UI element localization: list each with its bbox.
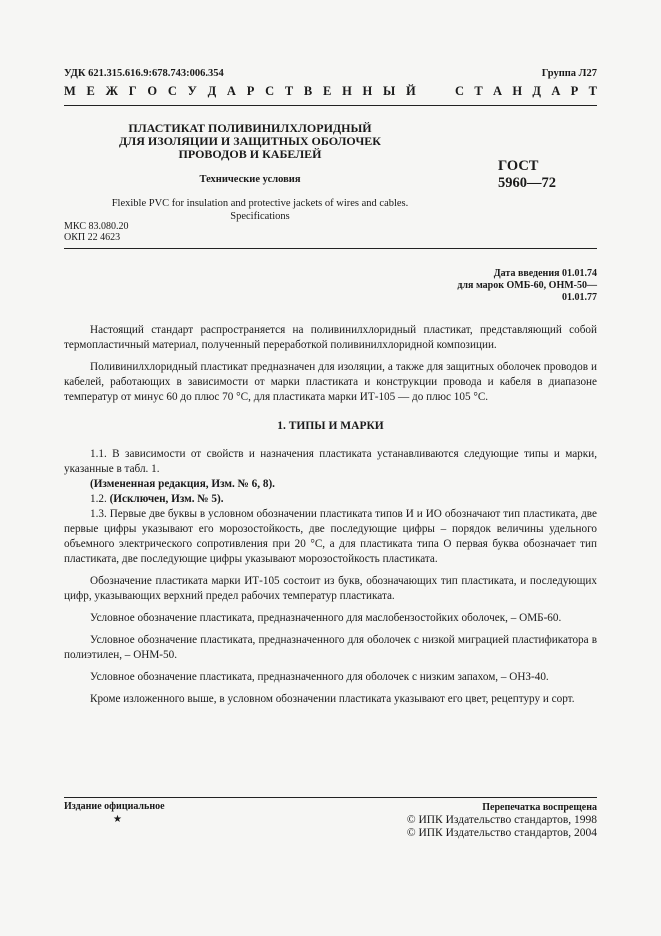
- banner-word-standard: С Т А Н Д А Р Т: [455, 84, 597, 98]
- document-subtitle: Технические условия: [199, 174, 301, 185]
- group-code: Группа Л27: [541, 68, 597, 79]
- star-icon: ★: [113, 814, 122, 825]
- official-edition: Издание официальное: [64, 801, 165, 812]
- udk-code: УДК 621.315.616.9:678.743:006.354: [64, 68, 224, 79]
- paragraph-1-2: 1.2. (Исключен, Изм. № 5).: [90, 493, 224, 505]
- copyright-block: Перепечатка воспрещена © ИПК Издательство стандартов, 1998 © ИПК Издательство стандартов, 2004: [406, 802, 597, 839]
- amendment-note: (Измененная редакция, Изм. № 6, 8).: [90, 478, 275, 490]
- gost-designation: ГОСТ 5960—72: [498, 158, 556, 191]
- section-heading: 1. ТИПЫ И МАРКИ: [277, 420, 384, 432]
- paragraph-onm50: Условное обозначение пластиката, предназначенного для оболочек с низкой миграцией пластификатора в полиэтилен, – ОНМ-50.: [64, 634, 597, 661]
- footer-divider: [64, 797, 597, 798]
- header-divider: [64, 248, 597, 249]
- paragraph-onz40: Условное обозначение пластиката, предназначенного для оболочек с низким запахом, – ОНЗ-40.: [90, 671, 549, 683]
- paragraph-omb60: Условное обозначение пластиката, предназначенного для маслобензостойких оболочек, – ОМБ-60.: [90, 612, 562, 624]
- banner-word-interstate: М Е Ж Г О С У Д А Р С Т В Е Н Н Ы Й: [64, 84, 416, 98]
- interstate-standard-banner: [64, 84, 597, 106]
- paragraph-scope: Настоящий стандарт распространяется на поливинилхлоридный пластикат, представляющий собой термопластичный материал, полученный переработкой поливинилхлоридной композиции.: [64, 324, 597, 351]
- classification-codes: МКС 83.080.20 ОКП 22 4623: [64, 221, 129, 243]
- document-body: [64, 323, 597, 714]
- paragraph-1-1: 1.1. В зависимости от свойств и назначения пластиката устанавливаются следующие типы и марки, указанные в табл. 1.: [64, 448, 597, 475]
- english-title: Flexible PVC for insulation and protective jackets of wires and cables. Specifications: [111, 198, 409, 222]
- paragraph-it105: Обозначение пластиката марки ИТ-105 состоит из букв, обозначающих тип пластиката, и последующих цифр, указывающих верхний предел рабочих температур пластиката.: [64, 575, 597, 602]
- document-title: ПЛАСТИКАТ ПОЛИВИНИЛХЛОРИДНЫЙ ДЛЯ ИЗОЛЯЦИИ И ЗАЩИТНЫХ ОБОЛОЧЕК ПРОВОДОВ И КАБЕЛЕЙ: [119, 121, 381, 161]
- paragraph-color: Кроме изложенного выше, в условном обозначении пластиката указывают его цвет, рецептуру и сорт.: [90, 693, 575, 705]
- introduction-date: Дата введения 01.01.74 для марок ОМБ-60, ОНМ-50— 01.01.77: [457, 268, 597, 303]
- paragraph-purpose: Поливинилхлоридный пластикат предназначен для изоляции, а также для защитных оболочек проводов и кабелей, работающих в зависимости от марки пластиката и конструкции провода и кабеля в диапазоне температур от минус 60 до плюс 70 °С, для пластиката марки ИТ-105 — до плюс 105 °С.: [64, 361, 597, 403]
- paragraph-1-3: 1.3. Первые две буквы в условном обозначении пластиката типов И и ИО обозначают тип пластиката, две первые цифры указывают его морозостойкость, две последующие цифры – порядок величины удельного объемного электрического сопротивления при 20 °С, а для пластиката типа О первая буква обозначает тип пластиката, две последующие цифры указывают морозостойкость пластиката.: [64, 508, 597, 565]
